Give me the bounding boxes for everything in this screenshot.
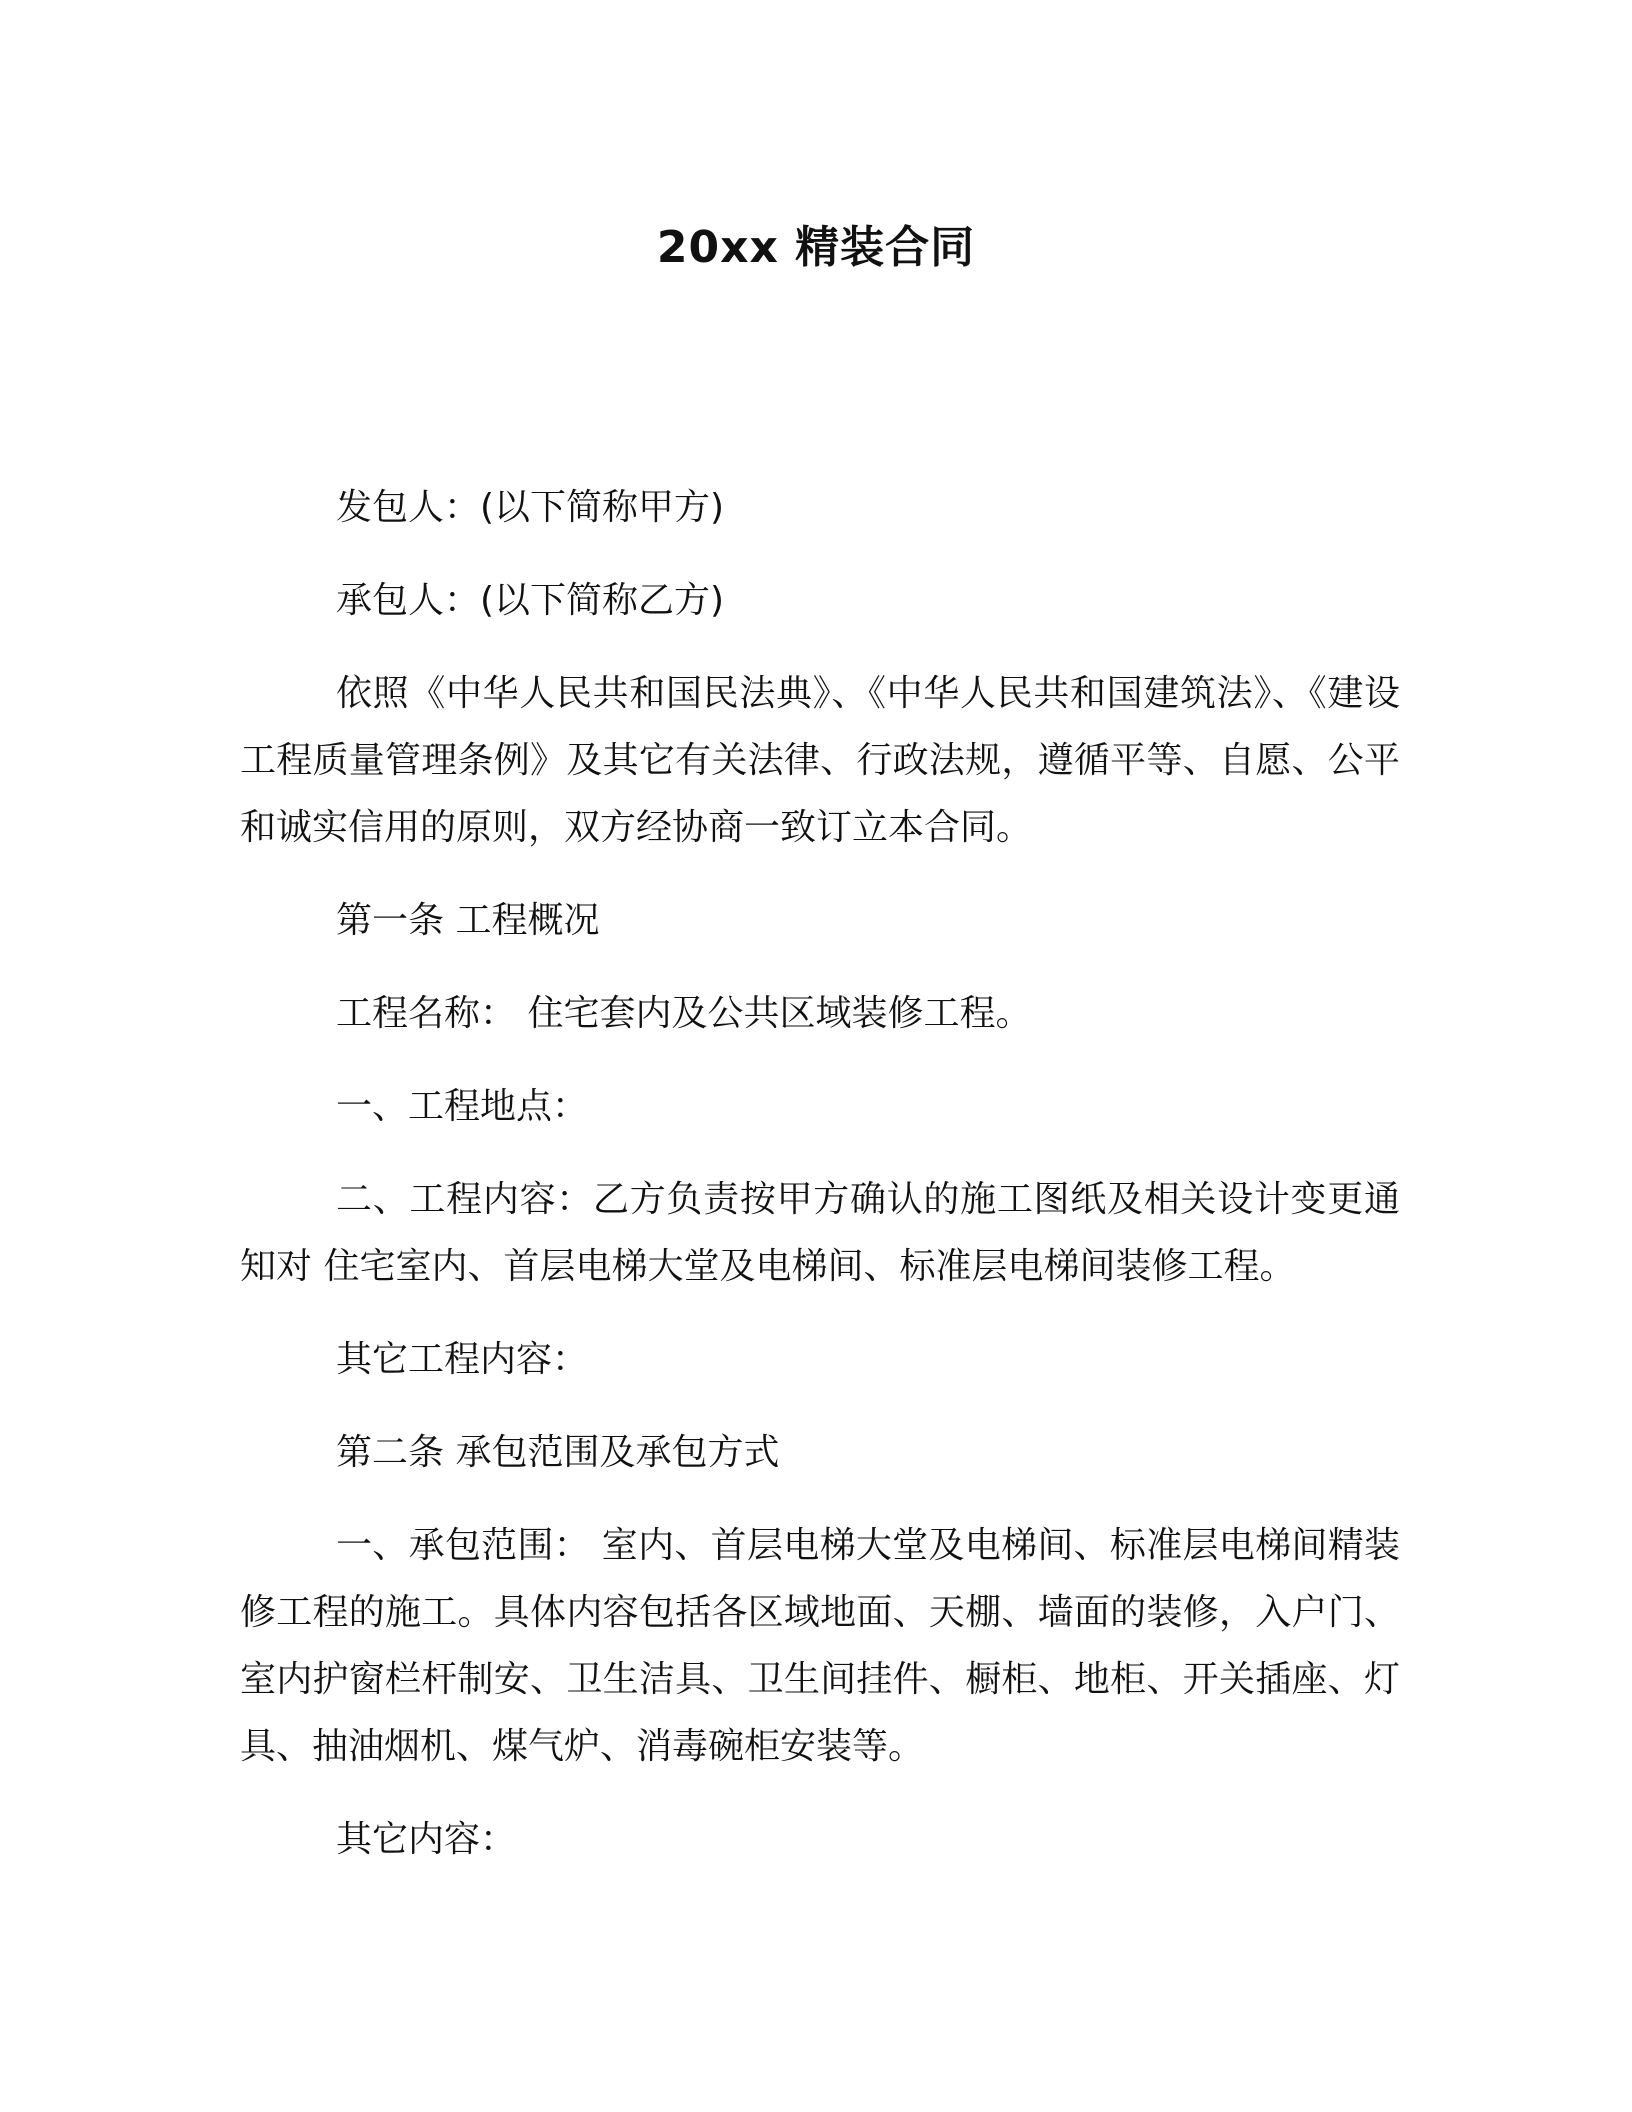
other-content-line: 其它内容： (336, 1819, 517, 1860)
article-2-heading: 第二条 承包范围及承包方式 (336, 1432, 780, 1473)
legal-basis-paragraph: 依照《中华人民共和国民法典》、《中华人民共和国建筑法》、《建设工程质量管理条例》及其它有关法律、行政法规，遵循平等、自愿、公平和诚实信用的原则，双方经协商一致订立本合同。 (240, 673, 1400, 848)
document-body (240, 474, 1400, 1899)
other-project-content-line: 其它工程内容： (336, 1339, 589, 1380)
project-content-paragraph: 二、工程内容：乙方负责按甲方确认的施工图纸及相关设计变更通知对 住宅室内、首层电梯大堂及电梯间、标准层电梯间装修工程。 (240, 1179, 1400, 1287)
article-1-heading: 第一条 工程概况 (336, 900, 600, 941)
party-b-line: 承包人：(以下简称乙方) (336, 580, 725, 621)
contract-scope-paragraph: 一、承包范围： 室内、首层电梯大堂及电梯间、标准层电梯间精装修工程的施工。具体内容包括各区域地面、天棚、墙面的装修，入户门、室内护窗栏杆制安、卫生洁具、卫生间挂件、橱柜、地柜、开关插座、灯具、抽油烟机、煤气炉、消毒碗柜安装等。 (240, 1525, 1400, 1767)
project-name-line: 工程名称： 住宅套内及公共区域装修工程。 (336, 993, 1032, 1034)
project-location-line: 一、工程地点： (336, 1086, 589, 1127)
party-a-line: 发包人：(以下简称甲方) (336, 487, 725, 528)
document-title: 20xx 精装合同 (656, 222, 976, 273)
